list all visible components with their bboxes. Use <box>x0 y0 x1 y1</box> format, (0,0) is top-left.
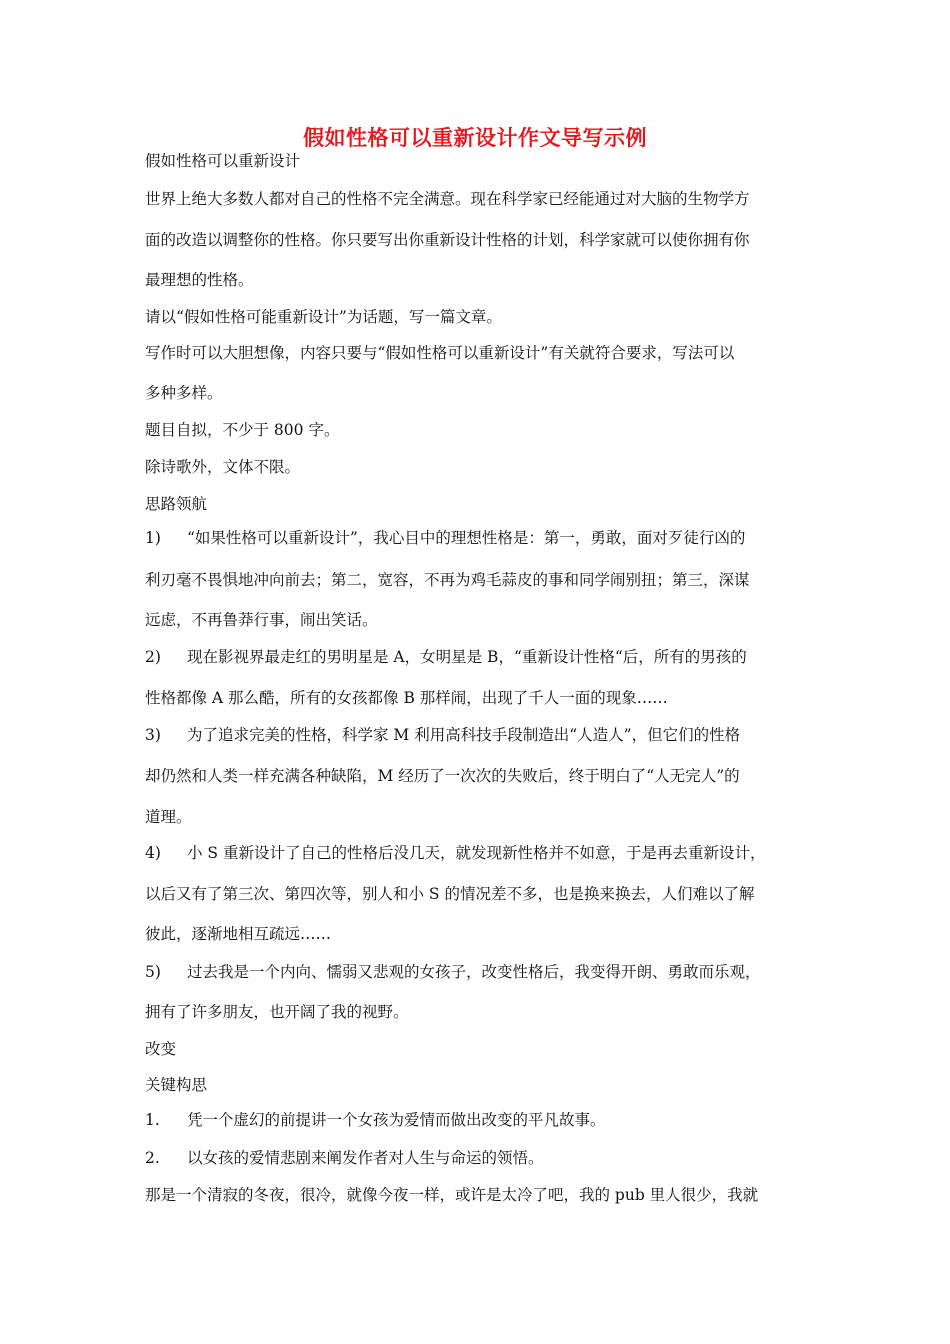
list-item <box>145 528 745 548</box>
paragraph-line: 远虑，不再鲁莽行事，闹出笑话。 <box>145 611 378 629</box>
paragraph-line: 拥有了许多朋友，也开阔了我的视野。 <box>145 1003 409 1021</box>
list-item <box>145 647 747 667</box>
paragraph-line: 以后又有了第三次、第四次等，别人和小 S 的情况差不多，也是换来换去，人们难以了解 <box>145 885 755 903</box>
list-item-text: 以女孩的爱情悲剧来阐发作者对人生与命运的领悟。 <box>187 1149 544 1167</box>
paragraph-line: 那是一个清寂的冬夜，很冷，就像今夜一样，或许是太冷了吧，我的 pub 里人很少，我就 <box>145 1186 759 1204</box>
paragraph-line: 道理。 <box>145 808 192 826</box>
list-item <box>145 1110 606 1130</box>
paragraph-line: 最理想的性格。 <box>145 271 254 289</box>
list-item <box>145 843 765 863</box>
paragraph-line: 题目自拟，不少于 800 字。 <box>145 421 340 439</box>
section-heading: 关键构思 <box>145 1076 208 1094</box>
list-marker: 1) <box>145 529 161 547</box>
list-marker: 5) <box>145 963 161 981</box>
paragraph-line: 写作时可以大胆想像，内容只要与“假如性格可以重新设计”有关就符合要求，写法可以 <box>145 344 735 362</box>
paragraph-line: 彼此，逐渐地相互疏远…… <box>145 925 332 943</box>
paragraph-line: 除诗歌外，文体不限。 <box>145 458 301 476</box>
section-heading: 思路领航 <box>145 495 208 513</box>
paragraph-line: 多种多样。 <box>145 384 223 402</box>
paragraph-line: 请以“假如性格可能重新设计”为话题，写一篇文章。 <box>145 308 502 326</box>
list-item <box>145 1148 544 1168</box>
list-item-text: 为了追求完美的性格，科学家 M 利用高科技手段制造出“人造人”，但它们的性格 <box>187 726 741 744</box>
paragraph-line: 面的改造以调整你的性格。你只要写出你重新设计性格的计划，科学家就可以使你拥有你 <box>145 231 750 249</box>
list-marker: 2. <box>145 1149 160 1167</box>
list-item-text: “如果性格可以重新设计”，我心目中的理想性格是：第一，勇敢，面对歹徒行凶的 <box>187 529 746 547</box>
list-item-text: 小 S 重新设计了自己的性格后没几天，就发现新性格并不如意，于是再去重新设计， <box>187 844 766 862</box>
list-item-text: 过去我是一个内向、懦弱又悲观的女孩子，改变性格后，我变得开朗、勇敢而乐观， <box>187 963 761 981</box>
list-item-text: 现在影视界最走红的男明星是 A，女明星是 B，“重新设计性格“后，所有的男孩的 <box>187 648 747 666</box>
list-item <box>145 962 761 982</box>
essay-title: 改变 <box>145 1040 177 1058</box>
paragraph-line: 性格都像 A 那么酷，所有的女孩都像 B 那样闹，出现了千人一面的现象…… <box>145 689 668 707</box>
list-marker: 3) <box>145 726 161 744</box>
list-item <box>145 725 740 745</box>
document-title: 假如性格可以重新设计作文导写示例 <box>303 125 647 150</box>
list-marker: 4) <box>145 844 161 862</box>
topic-heading: 假如性格可以重新设计 <box>145 152 301 170</box>
paragraph-line: 世界上绝大多数人都对自己的性格不完全满意。现在科学家已经能通过对大脑的生物学方 <box>145 190 750 208</box>
list-item-text: 凭一个虚幻的前提讲一个女孩为爱情而做出改变的平凡故事。 <box>187 1111 606 1129</box>
paragraph-line: 却仍然和人类一样充满各种缺陷，M 经历了一次次的失败后，终于明白了“人无完人”的 <box>145 767 740 785</box>
list-marker: 2) <box>145 648 161 666</box>
paragraph-line: 利刃毫不畏惧地冲向前去；第二，宽容，不再为鸡毛蒜皮的事和同学闹别扭；第三，深谋 <box>145 571 750 589</box>
list-marker: 1. <box>145 1111 160 1129</box>
